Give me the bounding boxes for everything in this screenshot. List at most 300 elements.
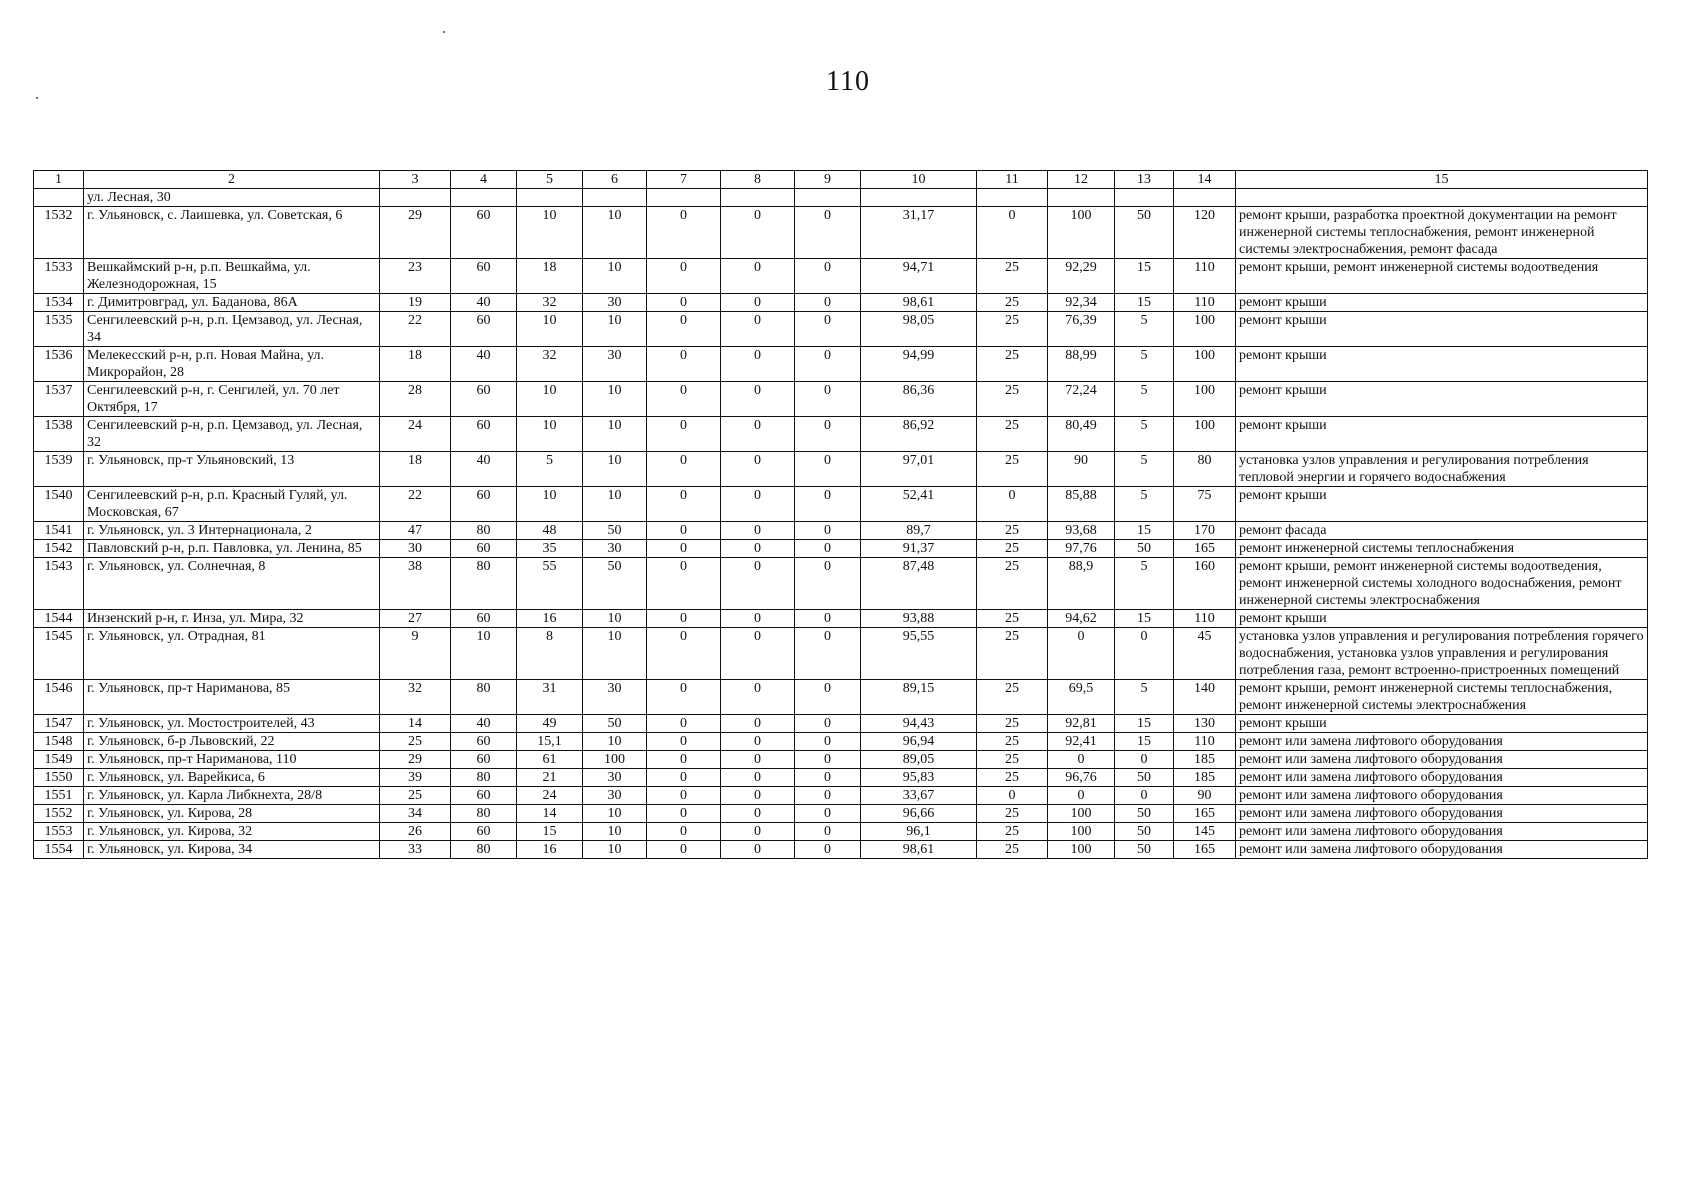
value-cell-10: 96,1 [861, 823, 977, 841]
value-cell-6: 50 [583, 558, 647, 610]
value-cell-12: 93,68 [1048, 522, 1115, 540]
value-cell-3: 19 [380, 294, 451, 312]
value-cell-4: 80 [451, 769, 517, 787]
table-row [34, 540, 1648, 558]
value-cell-14: 100 [1174, 417, 1236, 452]
value-cell-14: 75 [1174, 487, 1236, 522]
value-cell-13: 0 [1115, 628, 1174, 680]
value-cell-9: 0 [795, 733, 861, 751]
address-cell: Сенгилеевский р-н, г. Сенгилей, ул. 70 лет Октября, 17 [84, 382, 380, 417]
value-cell-3: 25 [380, 733, 451, 751]
empty-cell [1048, 189, 1115, 207]
row-number-cell: 1532 [34, 207, 84, 259]
row-number-cell: 1546 [34, 680, 84, 715]
value-cell-9: 0 [795, 487, 861, 522]
value-cell-14: 160 [1174, 558, 1236, 610]
address-cell: г. Ульяновск, ул. Отрадная, 81 [84, 628, 380, 680]
value-cell-7: 0 [647, 347, 721, 382]
value-cell-9: 0 [795, 312, 861, 347]
work-description-cell: ремонт или замена лифтового оборудования [1236, 769, 1648, 787]
value-cell-13: 15 [1115, 259, 1174, 294]
value-cell-6: 30 [583, 294, 647, 312]
value-cell-7: 0 [647, 610, 721, 628]
value-cell-8: 0 [721, 680, 795, 715]
value-cell-10: 98,61 [861, 294, 977, 312]
column-header: 12 [1048, 171, 1115, 189]
value-cell-12: 0 [1048, 751, 1115, 769]
value-cell-10: 95,83 [861, 769, 977, 787]
value-cell-8: 0 [721, 540, 795, 558]
value-cell-12: 88,9 [1048, 558, 1115, 610]
value-cell-13: 5 [1115, 558, 1174, 610]
value-cell-8: 0 [721, 312, 795, 347]
value-cell-3: 24 [380, 417, 451, 452]
value-cell-13: 50 [1115, 823, 1174, 841]
value-cell-13: 5 [1115, 417, 1174, 452]
value-cell-10: 33,67 [861, 787, 977, 805]
value-cell-6: 10 [583, 823, 647, 841]
value-cell-10: 93,88 [861, 610, 977, 628]
column-header: 11 [977, 171, 1048, 189]
value-cell-13: 15 [1115, 294, 1174, 312]
value-cell-13: 15 [1115, 715, 1174, 733]
value-cell-7: 0 [647, 805, 721, 823]
row-number-cell: 1542 [34, 540, 84, 558]
value-cell-3: 30 [380, 540, 451, 558]
address-cell: Вешкаймский р-н, р.п. Вешкайма, ул. Железнодорожная, 15 [84, 259, 380, 294]
value-cell-3: 26 [380, 823, 451, 841]
value-cell-11: 25 [977, 751, 1048, 769]
value-cell-9: 0 [795, 207, 861, 259]
empty-cell [795, 189, 861, 207]
value-cell-13: 50 [1115, 540, 1174, 558]
empty-cell [34, 189, 84, 207]
address-cell: г. Ульяновск, б-р Львовский, 22 [84, 733, 380, 751]
value-cell-10: 86,36 [861, 382, 977, 417]
value-cell-8: 0 [721, 787, 795, 805]
value-cell-12: 100 [1048, 841, 1115, 859]
value-cell-3: 29 [380, 751, 451, 769]
value-cell-8: 0 [721, 294, 795, 312]
row-number-cell: 1534 [34, 294, 84, 312]
value-cell-7: 0 [647, 382, 721, 417]
value-cell-14: 100 [1174, 347, 1236, 382]
value-cell-9: 0 [795, 417, 861, 452]
value-cell-9: 0 [795, 841, 861, 859]
address-cell: Павловский р-н, р.п. Павловка, ул. Ленина, 85 [84, 540, 380, 558]
value-cell-11: 25 [977, 558, 1048, 610]
value-cell-4: 60 [451, 417, 517, 452]
value-cell-12: 72,24 [1048, 382, 1115, 417]
table-header-row [34, 171, 1648, 189]
column-header: 8 [721, 171, 795, 189]
work-description-cell: ремонт инженерной системы теплоснабжения [1236, 540, 1648, 558]
address-cell: Сенгилеевский р-н, р.п. Цемзавод, ул. Лесная, 32 [84, 417, 380, 452]
value-cell-5: 21 [517, 769, 583, 787]
empty-cell [517, 189, 583, 207]
value-cell-5: 8 [517, 628, 583, 680]
value-cell-3: 23 [380, 259, 451, 294]
table-row [34, 733, 1648, 751]
table-row-carry-over [34, 189, 1648, 207]
value-cell-6: 10 [583, 841, 647, 859]
value-cell-10: 91,37 [861, 540, 977, 558]
row-number-cell: 1539 [34, 452, 84, 487]
value-cell-14: 110 [1174, 610, 1236, 628]
table-row [34, 680, 1648, 715]
value-cell-6: 50 [583, 522, 647, 540]
table-row [34, 628, 1648, 680]
address-cell: г. Ульяновск, пр-т Ульяновский, 13 [84, 452, 380, 487]
value-cell-10: 31,17 [861, 207, 977, 259]
value-cell-5: 35 [517, 540, 583, 558]
value-cell-6: 10 [583, 733, 647, 751]
column-header: 13 [1115, 171, 1174, 189]
value-cell-6: 10 [583, 382, 647, 417]
column-header: 14 [1174, 171, 1236, 189]
value-cell-6: 10 [583, 487, 647, 522]
value-cell-4: 10 [451, 628, 517, 680]
value-cell-12: 92,34 [1048, 294, 1115, 312]
address-cell: г. Ульяновск, ул. Кирова, 32 [84, 823, 380, 841]
value-cell-10: 94,71 [861, 259, 977, 294]
value-cell-11: 25 [977, 452, 1048, 487]
value-cell-13: 50 [1115, 841, 1174, 859]
value-cell-9: 0 [795, 628, 861, 680]
table-row [34, 347, 1648, 382]
value-cell-7: 0 [647, 312, 721, 347]
row-number-cell: 1545 [34, 628, 84, 680]
value-cell-3: 33 [380, 841, 451, 859]
row-number-cell: 1540 [34, 487, 84, 522]
value-cell-6: 30 [583, 680, 647, 715]
value-cell-9: 0 [795, 751, 861, 769]
value-cell-11: 25 [977, 540, 1048, 558]
address-cell: г. Ульяновск, с. Лаишевка, ул. Советская, 6 [84, 207, 380, 259]
value-cell-8: 0 [721, 823, 795, 841]
work-description-cell: ремонт крыши [1236, 347, 1648, 382]
value-cell-6: 30 [583, 347, 647, 382]
value-cell-5: 10 [517, 417, 583, 452]
value-cell-13: 5 [1115, 382, 1174, 417]
value-cell-4: 60 [451, 312, 517, 347]
work-description-cell: ремонт крыши [1236, 610, 1648, 628]
work-description-cell: ремонт или замена лифтового оборудования [1236, 733, 1648, 751]
column-header: 4 [451, 171, 517, 189]
value-cell-6: 10 [583, 610, 647, 628]
value-cell-4: 60 [451, 259, 517, 294]
value-cell-11: 25 [977, 715, 1048, 733]
column-header: 2 [84, 171, 380, 189]
value-cell-12: 97,76 [1048, 540, 1115, 558]
empty-cell [977, 189, 1048, 207]
value-cell-8: 0 [721, 522, 795, 540]
value-cell-6: 10 [583, 805, 647, 823]
value-cell-11: 25 [977, 733, 1048, 751]
address-cell: г. Ульяновск, ул. Кирова, 34 [84, 841, 380, 859]
row-number-cell: 1538 [34, 417, 84, 452]
value-cell-3: 38 [380, 558, 451, 610]
value-cell-9: 0 [795, 540, 861, 558]
value-cell-13: 0 [1115, 751, 1174, 769]
value-cell-7: 0 [647, 787, 721, 805]
value-cell-5: 15 [517, 823, 583, 841]
value-cell-5: 24 [517, 787, 583, 805]
value-cell-3: 18 [380, 347, 451, 382]
table-row [34, 452, 1648, 487]
value-cell-14: 130 [1174, 715, 1236, 733]
value-cell-3: 32 [380, 680, 451, 715]
value-cell-11: 25 [977, 805, 1048, 823]
empty-cell [647, 189, 721, 207]
row-number-cell: 1536 [34, 347, 84, 382]
value-cell-8: 0 [721, 382, 795, 417]
value-cell-3: 47 [380, 522, 451, 540]
address-cell: Инзенский р-н, г. Инза, ул. Мира, 32 [84, 610, 380, 628]
value-cell-9: 0 [795, 715, 861, 733]
row-number-cell: 1537 [34, 382, 84, 417]
value-cell-13: 0 [1115, 787, 1174, 805]
value-cell-4: 80 [451, 680, 517, 715]
value-cell-13: 5 [1115, 347, 1174, 382]
value-cell-5: 49 [517, 715, 583, 733]
value-cell-8: 0 [721, 347, 795, 382]
address-cell: г. Ульяновск, ул. Мостостроителей, 43 [84, 715, 380, 733]
value-cell-5: 32 [517, 347, 583, 382]
value-cell-13: 5 [1115, 487, 1174, 522]
value-cell-11: 25 [977, 259, 1048, 294]
value-cell-10: 98,05 [861, 312, 977, 347]
address-cell: Сенгилеевский р-н, р.п. Красный Гуляй, ул. Московская, 67 [84, 487, 380, 522]
value-cell-11: 25 [977, 312, 1048, 347]
value-cell-7: 0 [647, 769, 721, 787]
value-cell-11: 0 [977, 787, 1048, 805]
value-cell-6: 30 [583, 787, 647, 805]
table-row [34, 715, 1648, 733]
value-cell-10: 86,92 [861, 417, 977, 452]
work-description-cell: ремонт крыши, ремонт инженерной системы водоотведения, ремонт инженерной системы холодного водоснабжения, ремонт инженерной системы электроснабжения [1236, 558, 1648, 610]
value-cell-5: 18 [517, 259, 583, 294]
work-description-cell: ремонт крыши [1236, 417, 1648, 452]
value-cell-10: 89,7 [861, 522, 977, 540]
value-cell-5: 10 [517, 382, 583, 417]
value-cell-14: 110 [1174, 294, 1236, 312]
value-cell-7: 0 [647, 823, 721, 841]
value-cell-11: 25 [977, 522, 1048, 540]
empty-cell [583, 189, 647, 207]
value-cell-12: 94,62 [1048, 610, 1115, 628]
table-row [34, 312, 1648, 347]
value-cell-11: 25 [977, 823, 1048, 841]
value-cell-9: 0 [795, 823, 861, 841]
value-cell-14: 100 [1174, 312, 1236, 347]
value-cell-9: 0 [795, 805, 861, 823]
value-cell-14: 170 [1174, 522, 1236, 540]
value-cell-6: 30 [583, 540, 647, 558]
value-cell-7: 0 [647, 540, 721, 558]
work-description-cell: ремонт крыши [1236, 487, 1648, 522]
value-cell-11: 25 [977, 417, 1048, 452]
value-cell-3: 39 [380, 769, 451, 787]
row-number-cell: 1547 [34, 715, 84, 733]
value-cell-13: 15 [1115, 522, 1174, 540]
value-cell-11: 25 [977, 382, 1048, 417]
empty-cell [380, 189, 451, 207]
table-row [34, 751, 1648, 769]
work-description-cell: ремонт или замена лифтового оборудования [1236, 787, 1648, 805]
value-cell-12: 76,39 [1048, 312, 1115, 347]
value-cell-3: 28 [380, 382, 451, 417]
value-cell-14: 165 [1174, 841, 1236, 859]
empty-cell [451, 189, 517, 207]
value-cell-5: 5 [517, 452, 583, 487]
value-cell-11: 0 [977, 487, 1048, 522]
value-cell-4: 60 [451, 751, 517, 769]
value-cell-14: 185 [1174, 751, 1236, 769]
value-cell-7: 0 [647, 522, 721, 540]
value-cell-5: 15,1 [517, 733, 583, 751]
table-row [34, 207, 1648, 259]
value-cell-8: 0 [721, 841, 795, 859]
value-cell-6: 10 [583, 312, 647, 347]
value-cell-14: 80 [1174, 452, 1236, 487]
table-row [34, 294, 1648, 312]
value-cell-8: 0 [721, 558, 795, 610]
value-cell-12: 69,5 [1048, 680, 1115, 715]
value-cell-11: 25 [977, 610, 1048, 628]
value-cell-14: 120 [1174, 207, 1236, 259]
value-cell-13: 5 [1115, 452, 1174, 487]
row-number-cell: 1533 [34, 259, 84, 294]
work-description-cell: ремонт фасада [1236, 522, 1648, 540]
work-description-cell: ремонт крыши, ремонт инженерной системы теплоснабжения, ремонт инженерной системы электроснабжения [1236, 680, 1648, 715]
value-cell-8: 0 [721, 751, 795, 769]
value-cell-9: 0 [795, 610, 861, 628]
value-cell-9: 0 [795, 347, 861, 382]
value-cell-5: 10 [517, 487, 583, 522]
value-cell-8: 0 [721, 207, 795, 259]
value-cell-4: 60 [451, 487, 517, 522]
value-cell-4: 80 [451, 805, 517, 823]
table-row [34, 841, 1648, 859]
value-cell-11: 25 [977, 347, 1048, 382]
value-cell-12: 96,76 [1048, 769, 1115, 787]
value-cell-11: 25 [977, 294, 1048, 312]
value-cell-11: 25 [977, 769, 1048, 787]
table-row [34, 487, 1648, 522]
row-number-cell: 1548 [34, 733, 84, 751]
value-cell-14: 140 [1174, 680, 1236, 715]
value-cell-11: 25 [977, 841, 1048, 859]
value-cell-8: 0 [721, 452, 795, 487]
address-cell: Сенгилеевский р-н, р.п. Цемзавод, ул. Лесная, 34 [84, 312, 380, 347]
value-cell-6: 10 [583, 259, 647, 294]
value-cell-10: 97,01 [861, 452, 977, 487]
row-number-cell: 1549 [34, 751, 84, 769]
table-row [34, 787, 1648, 805]
address-cell: г. Ульяновск, ул. Кирова, 28 [84, 805, 380, 823]
value-cell-5: 10 [517, 312, 583, 347]
row-number-cell: 1544 [34, 610, 84, 628]
value-cell-9: 0 [795, 558, 861, 610]
value-cell-7: 0 [647, 751, 721, 769]
value-cell-11: 0 [977, 207, 1048, 259]
value-cell-7: 0 [647, 207, 721, 259]
value-cell-13: 5 [1115, 680, 1174, 715]
work-description-cell: ремонт крыши [1236, 312, 1648, 347]
value-cell-9: 0 [795, 259, 861, 294]
work-description-cell: ремонт крыши, ремонт инженерной системы водоотведения [1236, 259, 1648, 294]
value-cell-11: 25 [977, 628, 1048, 680]
value-cell-4: 60 [451, 207, 517, 259]
work-description-cell: установка узлов управления и регулирования потребления тепловой энергии и горячего водоснабжения [1236, 452, 1648, 487]
value-cell-14: 185 [1174, 769, 1236, 787]
value-cell-13: 15 [1115, 610, 1174, 628]
value-cell-4: 60 [451, 823, 517, 841]
value-cell-10: 89,05 [861, 751, 977, 769]
value-cell-7: 0 [647, 733, 721, 751]
value-cell-8: 0 [721, 805, 795, 823]
column-header: 7 [647, 171, 721, 189]
value-cell-5: 10 [517, 207, 583, 259]
value-cell-14: 100 [1174, 382, 1236, 417]
value-cell-7: 0 [647, 452, 721, 487]
value-cell-10: 94,43 [861, 715, 977, 733]
value-cell-7: 0 [647, 259, 721, 294]
row-number-cell: 1554 [34, 841, 84, 859]
value-cell-12: 100 [1048, 805, 1115, 823]
value-cell-10: 94,99 [861, 347, 977, 382]
column-header: 15 [1236, 171, 1648, 189]
value-cell-5: 55 [517, 558, 583, 610]
value-cell-5: 14 [517, 805, 583, 823]
value-cell-6: 10 [583, 452, 647, 487]
work-description-cell: ремонт крыши, разработка проектной документации на ремонт инженерной системы теплоснабжения, ремонт инженерной системы электроснабжения, ремонт фасада [1236, 207, 1648, 259]
row-number-cell: 1535 [34, 312, 84, 347]
value-cell-10: 52,41 [861, 487, 977, 522]
value-cell-9: 0 [795, 294, 861, 312]
row-number-cell: 1553 [34, 823, 84, 841]
value-cell-12: 0 [1048, 628, 1115, 680]
address-cell: Мелекесский р-н, р.п. Новая Майна, ул. Микрорайон, 28 [84, 347, 380, 382]
value-cell-4: 60 [451, 733, 517, 751]
value-cell-10: 98,61 [861, 841, 977, 859]
value-cell-7: 0 [647, 558, 721, 610]
work-description-cell: ремонт или замена лифтового оборудования [1236, 751, 1648, 769]
value-cell-12: 100 [1048, 823, 1115, 841]
work-description-cell: установка узлов управления и регулирования потребления горячего водоснабжения, установка узлов управления и регулирования потребления газа, ремонт встроенно-пристроенных помещений [1236, 628, 1648, 680]
empty-cell [1115, 189, 1174, 207]
work-description-cell: ремонт крыши [1236, 382, 1648, 417]
value-cell-7: 0 [647, 841, 721, 859]
value-cell-6: 10 [583, 207, 647, 259]
column-header: 1 [34, 171, 84, 189]
column-header: 9 [795, 171, 861, 189]
data-table-container [33, 170, 1644, 859]
table-row [34, 610, 1648, 628]
value-cell-12: 92,29 [1048, 259, 1115, 294]
value-cell-7: 0 [647, 715, 721, 733]
value-cell-13: 5 [1115, 312, 1174, 347]
value-cell-14: 165 [1174, 540, 1236, 558]
value-cell-3: 29 [380, 207, 451, 259]
value-cell-12: 80,49 [1048, 417, 1115, 452]
value-cell-4: 60 [451, 382, 517, 417]
work-description-cell: ремонт или замена лифтового оборудования [1236, 823, 1648, 841]
table-row [34, 769, 1648, 787]
value-cell-13: 15 [1115, 733, 1174, 751]
value-cell-9: 0 [795, 769, 861, 787]
